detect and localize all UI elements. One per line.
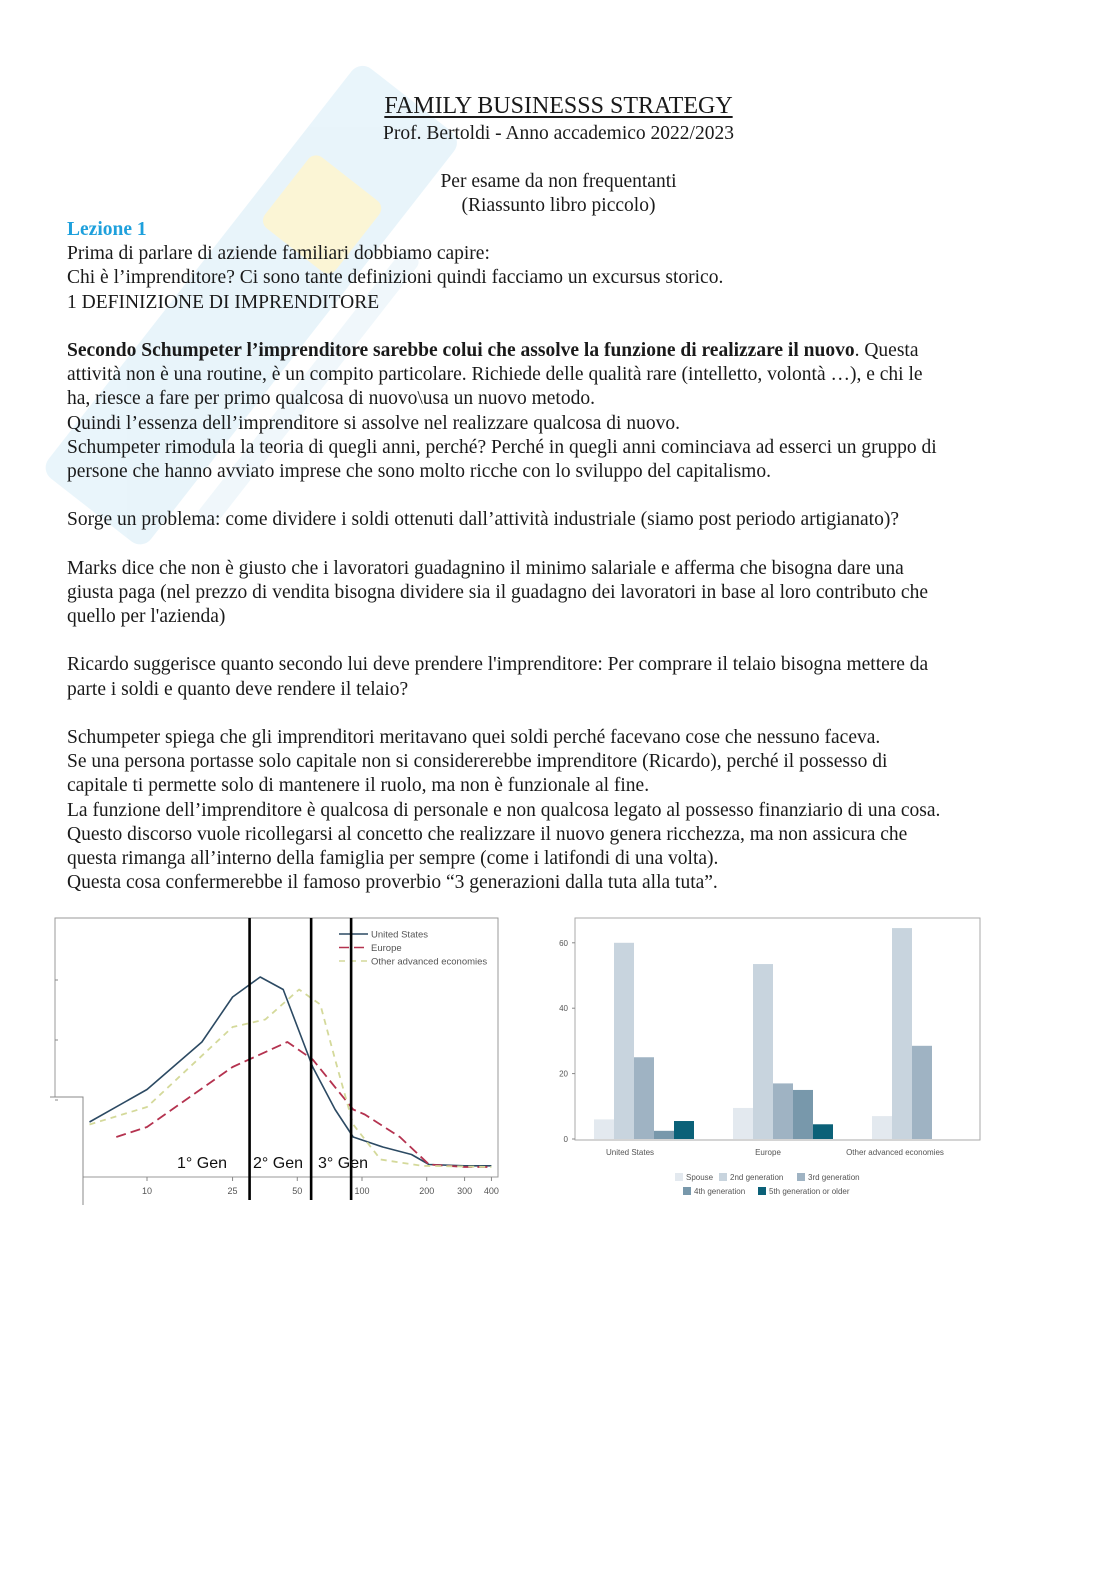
document-subtitle: Prof. Bertoldi - Anno accademico 2022/2023 — [383, 123, 734, 144]
x-tick-label: 400 — [483, 1186, 499, 1196]
x-tick-label: 25 — [227, 1186, 238, 1196]
blank-line — [67, 702, 1057, 726]
series-line-0 — [90, 977, 492, 1166]
paragraph-line: ha, riesce a fare per primo qualcosa di nuovo\usa un nuovo metodo. — [67, 388, 595, 410]
y-tick-label: 0 — [563, 1135, 568, 1144]
paragraph-line: quello per l'azienda) — [67, 606, 226, 627]
paragraph-line: Marks dice che non è giusto che i lavoratori guadagnino il minimo salariale e afferma che bisogna dare una — [67, 557, 904, 579]
legend-label: Europe — [371, 943, 402, 954]
paragraph-line: Sorge un problema: come dividere i soldi ottenuti dall’attività industriale (siamo post periodo artigianato)? — [67, 509, 899, 531]
bar-5th-generation-or-older — [813, 1124, 833, 1139]
paragraph-line: Questa cosa confermerebbe il famoso proverbio “3 generazioni dalla tuta alla tuta”. — [67, 872, 718, 894]
paragraph-line: questa rimanga all’interno della famiglia per sempre (come i latifondi di una volta). — [67, 847, 719, 869]
paragraph-line: Quindi l’essenza dell’imprenditore si assolve nel realizzare qualcosa di nuovo. — [67, 412, 680, 434]
line-chart-generations — [50, 910, 510, 1205]
x-tick-label: 300 — [457, 1186, 473, 1196]
y-tick-label: 20 — [559, 1069, 568, 1079]
note-line: (Riassunto libro piccolo) — [461, 195, 656, 216]
bar-3rd-generation — [634, 1057, 654, 1139]
blank-line — [67, 532, 1057, 556]
legend-swatch — [719, 1173, 727, 1181]
generation-label: 1° Gen — [177, 1155, 227, 1172]
y-tick-label: 60 — [559, 938, 568, 948]
paragraph-line: attività non è una routine, è un compito particolare. Richiede delle qualità rare (intelletto, volontà …), e chi le — [67, 364, 923, 386]
generation-label: 3° Gen — [318, 1155, 368, 1172]
lead-rest: . Questa — [854, 339, 919, 361]
bar-spouse — [872, 1116, 892, 1139]
category-label: Other advanced economies — [846, 1148, 944, 1157]
legend-label: Spouse — [686, 1173, 714, 1182]
paragraph-line: giusta paga (nel prezzo di vendita bisogna dividere sia il guadagno dei lavoratori in base al loro contributo che — [67, 581, 928, 603]
document-note — [0, 170, 1117, 218]
x-tick-label: 50 — [292, 1186, 303, 1196]
x-tick-label: 100 — [354, 1186, 370, 1196]
paragraph-line: Ricardo suggerisce quanto secondo lui deve prendere l'imprenditore: Per comprare il telaio bisogna mettere da — [67, 654, 929, 676]
bar-2nd-generation — [614, 943, 634, 1139]
legend-label: United States — [371, 929, 429, 941]
paragraph-line: Chi è l’imprenditore? Ci sono tante definizioni quindi facciamo un excursus storico. — [67, 267, 724, 289]
blank-line — [67, 629, 1057, 653]
legend-label: Other advanced economies — [371, 956, 488, 968]
bold-lead: Secondo Schumpeter l’imprenditore sarebbe colui che assolve la funzione di realizzare il nuovo — [67, 339, 855, 361]
paragraph-line: capitale ti permette solo di mantenere il ruolo, ma non è funzionale al fine. — [67, 775, 650, 797]
legend-swatch — [758, 1187, 766, 1195]
legend-label: 3rd generation — [808, 1173, 860, 1182]
paragraph-line: Schumpeter rimodula la teoria di quegli anni, perché? Perché in quegli anni cominciava ad esserci un gruppo di — [67, 436, 937, 458]
paragraph — [67, 242, 1057, 290]
blank-line — [67, 484, 1057, 508]
legend-swatch — [797, 1173, 805, 1181]
bar-4th-generation — [654, 1131, 674, 1139]
bar-chart-ownership — [545, 910, 990, 1205]
legend-label: 4th generation — [694, 1187, 746, 1196]
bar-5th-generation-or-older — [674, 1121, 694, 1139]
blank-line — [67, 315, 1057, 339]
bar-3rd-generation — [912, 1046, 932, 1139]
paragraph-line: Questo discorso vuole ricollegarsi al concetto che realizzare il nuovo genera ricchezza, ma non assicura che — [67, 823, 908, 845]
document-title: FAMILY BUSINESSS STRATEGY — [384, 93, 733, 119]
series-line-2 — [90, 990, 492, 1168]
category-label: Europe — [755, 1148, 781, 1157]
bar-4th-generation — [793, 1090, 813, 1139]
legend-swatch — [675, 1173, 683, 1181]
document-body — [67, 218, 1057, 895]
legend-swatch — [683, 1187, 691, 1195]
paragraph-line: Se una persona portasse solo capitale non si considererebbe imprenditore (Ricardo), perché il possesso di — [67, 751, 888, 773]
paragraph — [67, 508, 1057, 532]
x-tick-label: 200 — [419, 1186, 435, 1196]
lesson-heading: Lezione 1 — [67, 219, 147, 240]
paragraph — [67, 291, 1057, 315]
bar-spouse — [733, 1108, 753, 1139]
paragraph-line: Prima di parlare di aziende familiari dobbiamo capire: — [67, 243, 490, 265]
paragraph-line: 1 DEFINIZIONE DI IMPRENDITORE — [67, 291, 380, 313]
y-tick-label: 40 — [559, 1004, 568, 1014]
paragraph — [67, 557, 1057, 630]
bar-2nd-generation — [753, 964, 773, 1139]
x-tick-label: 10 — [141, 1186, 153, 1196]
paragraph — [67, 339, 1057, 484]
paragraph-line: persone che hanno avviato imprese che sono molto ricche con lo sviluppo del capitalismo. — [67, 460, 771, 482]
category-label: United States — [605, 1148, 655, 1157]
paragraph-line — [67, 339, 1057, 363]
bar-spouse — [594, 1119, 614, 1139]
legend-label: 5th generation or older — [769, 1187, 850, 1196]
note-line: Per esame da non frequentanti — [440, 171, 677, 192]
paragraph-line: parte i soldi e quanto deve rendere il telaio? — [67, 678, 409, 700]
paragraph-line: La funzione dell’imprenditore è qualcosa di personale e non qualcosa legato al possesso finanziario di una cosa. — [67, 799, 941, 821]
generation-label: 2° Gen — [253, 1155, 303, 1172]
paragraph — [67, 726, 1057, 895]
series-line-1 — [116, 1042, 491, 1167]
paragraph-line: Schumpeter spiega che gli imprenditori meritavano quei soldi perché facevano cose che nessuno faceva. — [67, 726, 881, 748]
bar-3rd-generation — [773, 1083, 793, 1139]
paragraph — [67, 653, 1057, 701]
frame-mask — [50, 1097, 83, 1205]
bar-2nd-generation — [892, 928, 912, 1139]
legend-label: 2nd generation — [730, 1173, 784, 1182]
